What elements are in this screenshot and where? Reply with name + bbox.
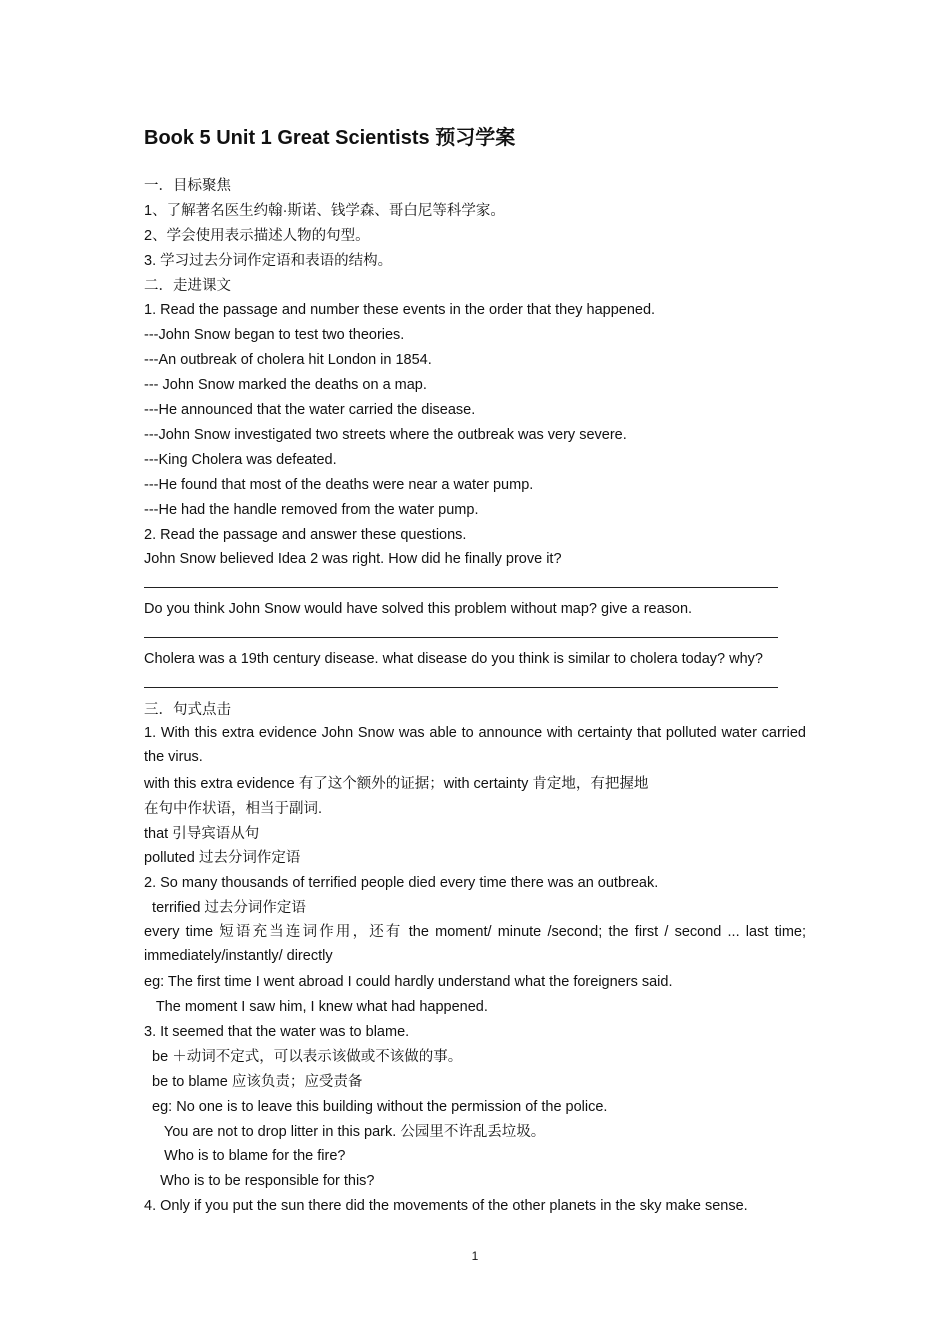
note: every time 短语充当连词作用，还有 the moment/ minute /second; the first / second ... last time; immediately/instantly/ directly [144,924,806,964]
answer-line[interactable] [144,687,778,688]
example: eg: No one is to leave this building without the permission of the police. [144,1099,608,1115]
note: be ＋动词不定式，可以表示该做或不该做的事。 [144,1049,463,1065]
answer-line[interactable] [144,587,778,588]
question: Do you think John Snow would have solved this problem without map? give a reason. [144,601,693,617]
example: You are not to drop litter in this park. 公园里不许乱丢垃圾。 [144,1124,546,1140]
note: 在句中作状语，相当于副词. [144,801,323,817]
example: Who is to be responsible for this? [144,1173,375,1189]
page-number: 1 [471,1249,479,1263]
answer-line[interactable] [144,637,778,638]
goal-item: 3. 学习过去分词作定语和表语的结构。 [144,253,393,269]
note: with this extra evidence 有了这个额外的证据；with certainty 肯定地，有把握地 [144,776,649,792]
section-heading-sentences: 三．句式点击 [144,702,231,718]
question: Cholera was a 19th century disease. what disease do you think is similar to cholera today? why? [144,651,763,667]
example: The moment I saw him, I knew what had happened. [144,999,488,1015]
section-heading-goals: 一．目标聚焦 [144,178,231,194]
sentence-4: 4. Only if you put the sun there did the movements of the other planets in the sky make sense. [144,1198,748,1214]
event-item: ---King Cholera was defeated. [144,452,337,468]
note: polluted 过去分词作定语 [144,850,301,866]
event-item: ---John Snow began to test two theories. [144,327,405,343]
sentence-3: 3. It seemed that the water was to blame. [144,1024,410,1040]
exercise-instruction: 1. Read the passage and number these events in the order that they happened. [144,302,656,318]
sentence-1: 1. With this extra evidence John Snow was able to announce with certainty that polluted water carried the virus. [144,725,806,765]
sentence-2: 2. So many thousands of terrified people died every time there was an outbreak. [144,875,659,891]
question: John Snow believed Idea 2 was right. How did he finally prove it? [144,551,562,567]
example: eg: The first time I went abroad I could hardly understand what the foreigners said. [144,974,673,990]
event-item: ---An outbreak of cholera hit London in 1854. [144,352,432,368]
event-item: ---He announced that the water carried the disease. [144,402,476,418]
event-item: ---John Snow investigated two streets where the outbreak was very severe. [144,427,627,443]
note: be to blame 应该负责；应受责备 [144,1074,363,1090]
event-item: ---He had the handle removed from the water pump. [144,502,479,518]
goal-item: 2、学会使用表示描述人物的句型。 [144,228,370,244]
exercise-instruction: 2. Read the passage and answer these questions. [144,527,467,543]
event-item: ---He found that most of the deaths were near a water pump. [144,477,534,493]
note: terrified 过去分词作定语 [144,900,306,916]
section-heading-text: 二．走进课文 [144,278,231,294]
page-title: Book 5 Unit 1 Great Scientists 预习学案 [144,127,516,149]
event-item: --- John Snow marked the deaths on a map. [144,377,427,393]
note: that 引导宾语从句 [144,826,260,842]
example: Who is to blame for the fire? [144,1148,346,1164]
goal-item: 1、了解著名医生约翰·斯诺、钱学森、哥白尼等科学家。 [144,203,505,219]
